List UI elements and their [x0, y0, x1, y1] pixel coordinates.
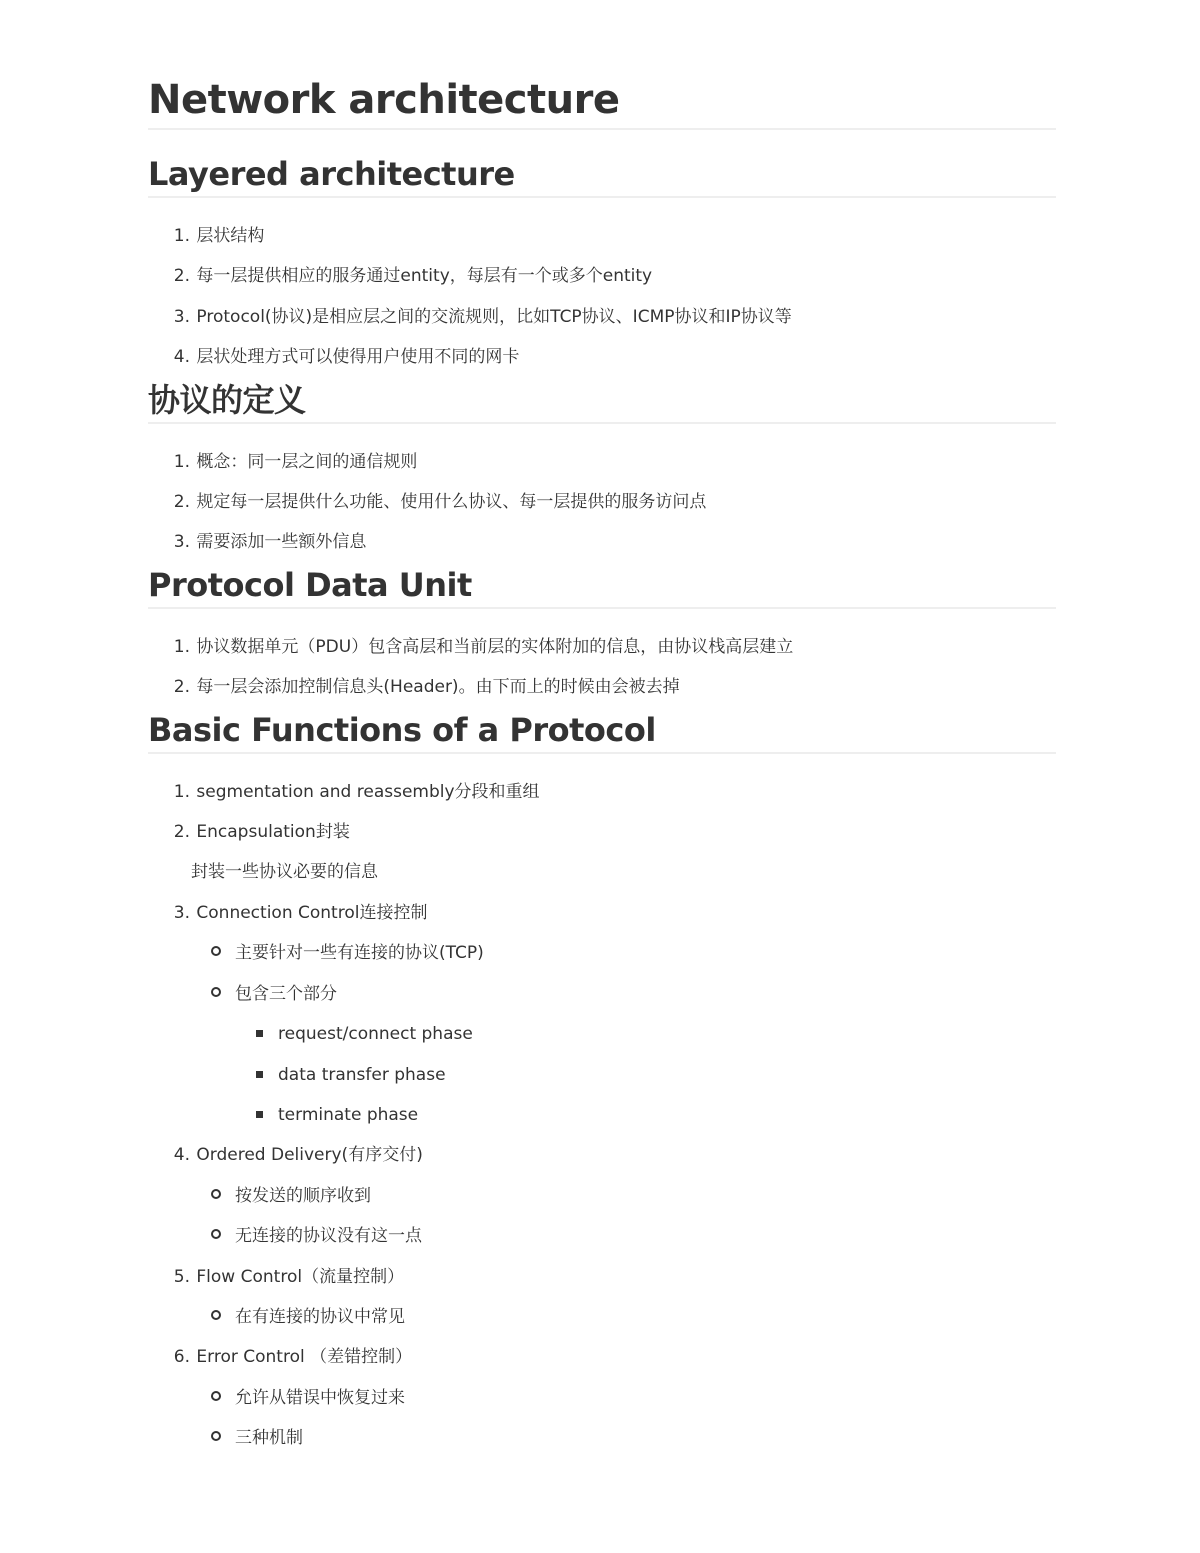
sub-sub-list-item [148, 1055, 1056, 1095]
section-heading-protocol-definition: 协议的定义 [148, 378, 1056, 424]
list-item [148, 297, 1056, 337]
list-item-text: 规定每一层提供什么功能、使用什么协议、每一层提供的服务访问点 [196, 492, 707, 513]
list-number: 4. [173, 1145, 190, 1166]
list-item [148, 337, 1056, 377]
sub-sub-list-item-text: data transfer phase [278, 1064, 446, 1085]
section-heading-protocol-data-unit: Protocol Data Unit [148, 563, 1056, 609]
list-number: 5. [173, 1266, 190, 1287]
sub-sub-list-item-text: terminate phase [278, 1104, 419, 1125]
sub-sub-list-item [148, 1014, 1056, 1054]
sub-list-item [148, 1176, 1056, 1216]
list-item [148, 772, 1056, 812]
sub-list-item-text: 在有连接的协议中常见 [235, 1306, 405, 1327]
sub-list-item-text: 按发送的顺序收到 [235, 1185, 371, 1206]
sub-list-item [148, 1378, 1056, 1418]
list-item-text: 层状处理方式可以使得用户使用不同的网卡 [196, 347, 520, 368]
circle-bullet-icon [211, 946, 221, 956]
list-item-paragraph: 封装一些协议必要的信息 [191, 862, 378, 883]
section-heading-basic-functions: Basic Functions of a Protocol [148, 708, 1056, 754]
sub-sub-list-item [148, 1095, 1056, 1135]
list-item-text: 层状结构 [196, 226, 265, 246]
circle-bullet-icon [211, 1229, 221, 1239]
list-number: 2. [173, 266, 190, 287]
list-number: 1. [173, 226, 190, 246]
list-number: 1. [173, 636, 190, 657]
sub-list-item [148, 933, 1056, 973]
sub-list-item-text: 包含三个部分 [235, 983, 337, 1004]
list-item [148, 1135, 1056, 1175]
page-title: Network architecture [148, 72, 1056, 130]
basic-functions-list [148, 772, 1056, 1459]
list-item-text: Flow Control（流量控制） [196, 1266, 405, 1287]
sub-list-item-text: 无连接的协议没有这一点 [235, 1226, 422, 1247]
sub-list-item-text: 允许从错误中恢复过来 [235, 1387, 405, 1408]
square-bullet-icon [256, 1030, 263, 1037]
list-number: 1. [173, 451, 190, 472]
circle-bullet-icon [211, 1189, 221, 1199]
list-number: 1. [173, 781, 190, 802]
list-item-text: 每一层提供相应的服务通过entity，每层有一个或多个entity [196, 266, 653, 287]
list-number: 3. [173, 306, 190, 327]
list-number: 2. [173, 822, 190, 843]
list-item [148, 216, 1056, 256]
list-item-text: Error Control （差错控制） [196, 1347, 413, 1368]
list-item [148, 522, 1056, 562]
square-bullet-icon [256, 1111, 263, 1118]
sub-list-item-text: 三种机制 [235, 1428, 303, 1449]
list-item-text: 需要添加一些额外信息 [196, 532, 367, 553]
sub-list-item [148, 1216, 1056, 1256]
list-number: 3. [173, 902, 190, 923]
list-item-text: 协议数据单元（PDU）包含高层和当前层的实体附加的信息，由协议栈高层建立 [196, 636, 794, 657]
sub-list-item-text: 主要针对一些有连接的协议(TCP) [235, 943, 484, 964]
circle-bullet-icon [211, 1310, 221, 1320]
list-item [148, 1257, 1056, 1297]
sub-list-item [148, 1418, 1056, 1458]
list-number: 4. [173, 347, 190, 368]
list-number: 3. [173, 532, 190, 553]
layered-architecture-list [148, 216, 1056, 378]
sub-sub-list-item-text: request/connect phase [278, 1024, 473, 1045]
list-item-text: segmentation and reassembly分段和重组 [196, 781, 540, 802]
sub-list-item [148, 1297, 1056, 1337]
document-page [148, 72, 1056, 1459]
list-item [148, 667, 1056, 707]
square-bullet-icon [256, 1071, 263, 1078]
list-item-text: Encapsulation封装 [196, 822, 350, 843]
list-item [148, 482, 1056, 522]
circle-bullet-icon [211, 1431, 221, 1441]
list-number: 2. [173, 492, 190, 513]
list-number: 6. [173, 1347, 190, 1368]
list-item [148, 812, 1056, 852]
list-item [148, 893, 1056, 933]
list-item [148, 442, 1056, 482]
list-item-text: 每一层会添加控制信息头(Header)。由下而上的时候由会被去掉 [196, 677, 680, 698]
protocol-definition-list [148, 442, 1056, 563]
list-item-text: Ordered Delivery(有序交付) [196, 1145, 423, 1166]
circle-bullet-icon [211, 1391, 221, 1401]
list-item-text: Connection Control连接控制 [196, 902, 428, 923]
list-item [148, 256, 1056, 296]
list-item-text: Protocol(协议)是相应层之间的交流规则，比如TCP协议、ICMP协议和IP协议等 [196, 306, 792, 327]
list-number: 2. [173, 677, 190, 698]
list-item [148, 627, 1056, 667]
list-item [148, 1337, 1056, 1377]
sub-list-item [148, 974, 1056, 1014]
circle-bullet-icon [211, 987, 221, 997]
protocol-data-unit-list [148, 627, 1056, 708]
list-item-text: 概念：同一层之间的通信规则 [196, 451, 418, 472]
section-heading-layered-architecture: Layered architecture [148, 152, 1056, 198]
